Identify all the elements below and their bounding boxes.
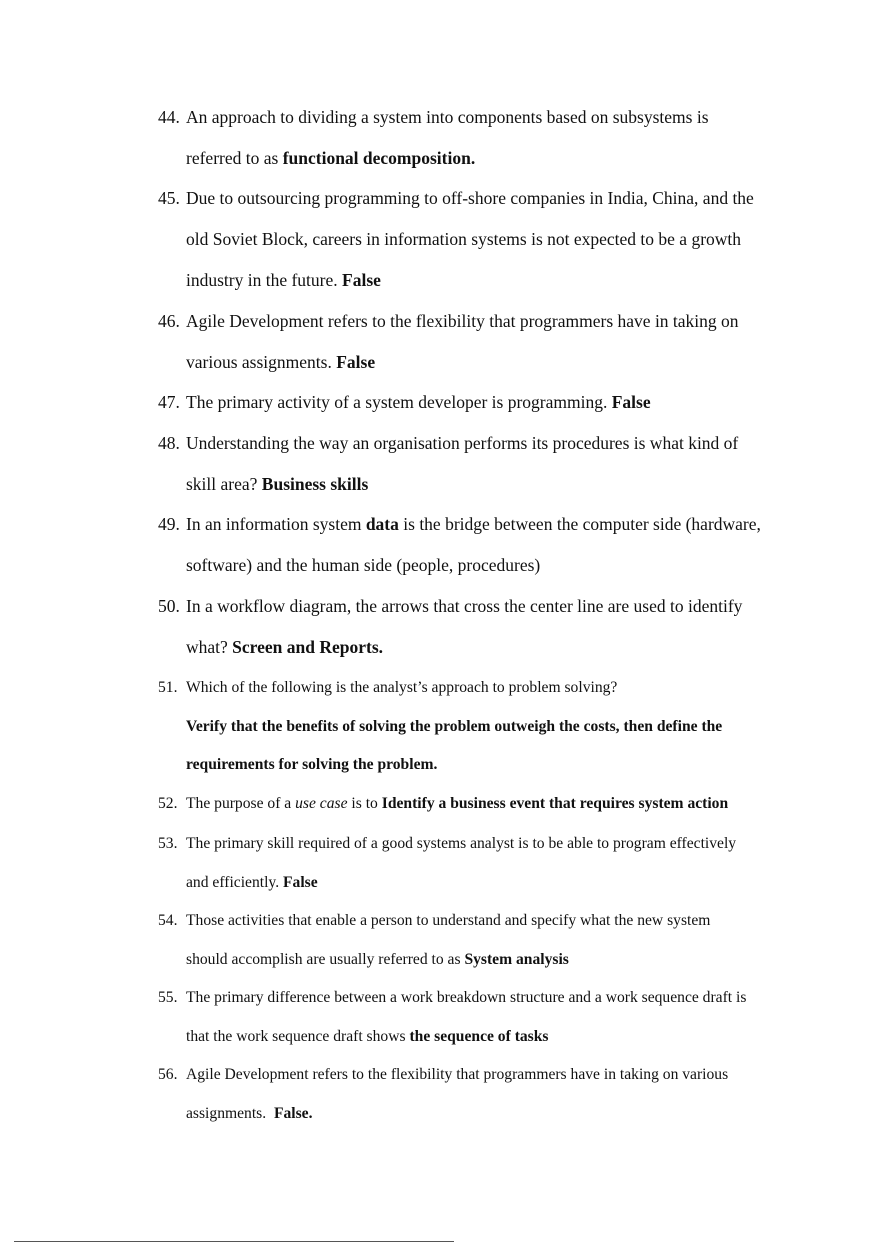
question-line (186, 342, 798, 383)
question-number: 46. (158, 311, 180, 331)
question-line (186, 464, 798, 505)
question-text: is the bridge between the computer side (hardware, (398, 514, 761, 534)
question-text: Understanding the way an organisation performs its procedures is what kind of (186, 433, 739, 453)
question-52 (158, 785, 798, 824)
question-text: software) and the human side (people, procedures) (186, 555, 541, 575)
question-text: Agile Development refers to the flexibility that programmers have in taking on (186, 311, 739, 331)
question-text: old Soviet Block, careers in information systems is not expected to be a growth (186, 229, 742, 249)
question-line (186, 1018, 798, 1057)
question-number: 56. (158, 1066, 178, 1083)
question-text: Which of the following is the analyst’s approach to problem solving? (186, 679, 618, 696)
question-number: 45. (158, 188, 180, 208)
question-number: 47. (158, 392, 180, 412)
question-45 (158, 178, 798, 301)
question-text: is to (347, 795, 382, 812)
question-text: assignments. (186, 1104, 274, 1122)
answer-text: False (342, 270, 381, 290)
question-line (186, 825, 798, 864)
answer-text: System analysis (464, 950, 569, 968)
question-text: should accomplish are usually referred to as (186, 950, 465, 968)
question-text: what? (186, 637, 233, 657)
question-text: and efficiently. (186, 873, 283, 891)
answer-text: False (611, 392, 651, 412)
question-46 (158, 301, 798, 383)
question-text: Due to outsourcing programming to off-shore companies in India, China, and the (186, 188, 754, 208)
question-number: 52. (158, 795, 178, 812)
question-line (186, 979, 798, 1018)
question-line (186, 785, 798, 824)
question-text: In an information system (186, 514, 366, 534)
question-53 (158, 825, 798, 902)
question-number: 53. (158, 835, 178, 852)
question-text: In a workflow diagram, the arrows that cross the center line are used to identify (186, 596, 743, 616)
question-line (186, 545, 798, 586)
answer-text: False. (273, 1104, 313, 1122)
question-line (186, 746, 798, 785)
answer-text: data (365, 514, 399, 534)
question-number: 48. (158, 433, 180, 453)
question-line (186, 178, 798, 219)
question-text: skill area? (186, 474, 262, 494)
question-number: 50. (158, 596, 180, 616)
question-text: The primary skill required of a good systems analyst is to be able to program effectively (186, 835, 737, 852)
question-text: Agile Development refers to the flexibility that programmers have in taking on various (186, 1066, 729, 1083)
question-44 (158, 97, 798, 179)
question-line (186, 301, 798, 342)
question-number: 54. (158, 912, 178, 929)
answer-text: Identify a business event that requires system action (381, 795, 729, 812)
question-49 (158, 504, 798, 586)
question-number: 51. (158, 679, 178, 696)
question-line (186, 423, 798, 464)
question-line (186, 586, 798, 627)
answer-text: False (283, 873, 318, 891)
question-line (186, 708, 798, 747)
question-line (186, 669, 798, 708)
answer-text: the sequence of tasks (409, 1027, 549, 1045)
question-line (186, 138, 798, 179)
question-text-italic: use case (295, 795, 348, 812)
question-line (186, 382, 798, 423)
question-line (186, 1056, 798, 1095)
question-text: The primary activity of a system developer is programming. (186, 392, 612, 412)
question-line (186, 504, 798, 545)
question-text: referred to as (186, 148, 283, 168)
question-text: An approach to dividing a system into components based on subsystems is (186, 107, 709, 127)
question-47 (158, 382, 798, 423)
answer-text: Business skills (261, 474, 369, 494)
question-54 (158, 902, 798, 979)
question-text: industry in the future. (186, 270, 343, 290)
question-56 (158, 1056, 798, 1133)
question-51 (158, 669, 798, 785)
answer-text: Screen and Reports. (232, 637, 384, 657)
question-line (186, 219, 798, 260)
answer-text: False (336, 352, 376, 372)
question-55 (158, 979, 798, 1056)
question-text: that the work sequence draft shows (186, 1027, 410, 1045)
answer-text: functional decomposition. (282, 148, 476, 168)
answer-text: requirements for solving the problem. (186, 756, 438, 773)
question-text: various assignments. (186, 352, 337, 372)
question-line (186, 902, 798, 941)
question-line (186, 260, 798, 301)
question-48 (158, 423, 798, 505)
question-line (186, 97, 798, 138)
question-number: 44. (158, 107, 180, 127)
question-text: The purpose of a (186, 795, 296, 812)
footer-divider (14, 1241, 454, 1242)
answer-text: Verify that the benefits of solving the problem outweigh the costs, then define the (186, 717, 723, 735)
question-number: 55. (158, 989, 178, 1006)
question-line (186, 627, 798, 668)
question-line (186, 1095, 798, 1134)
question-text: Those activities that enable a person to understand and specify what the new system (186, 912, 711, 929)
question-50 (158, 586, 798, 668)
question-line (186, 864, 798, 903)
question-line (186, 941, 798, 980)
question-number: 49. (158, 514, 180, 534)
question-text: The primary difference between a work breakdown structure and a work sequence draft is (186, 989, 747, 1006)
